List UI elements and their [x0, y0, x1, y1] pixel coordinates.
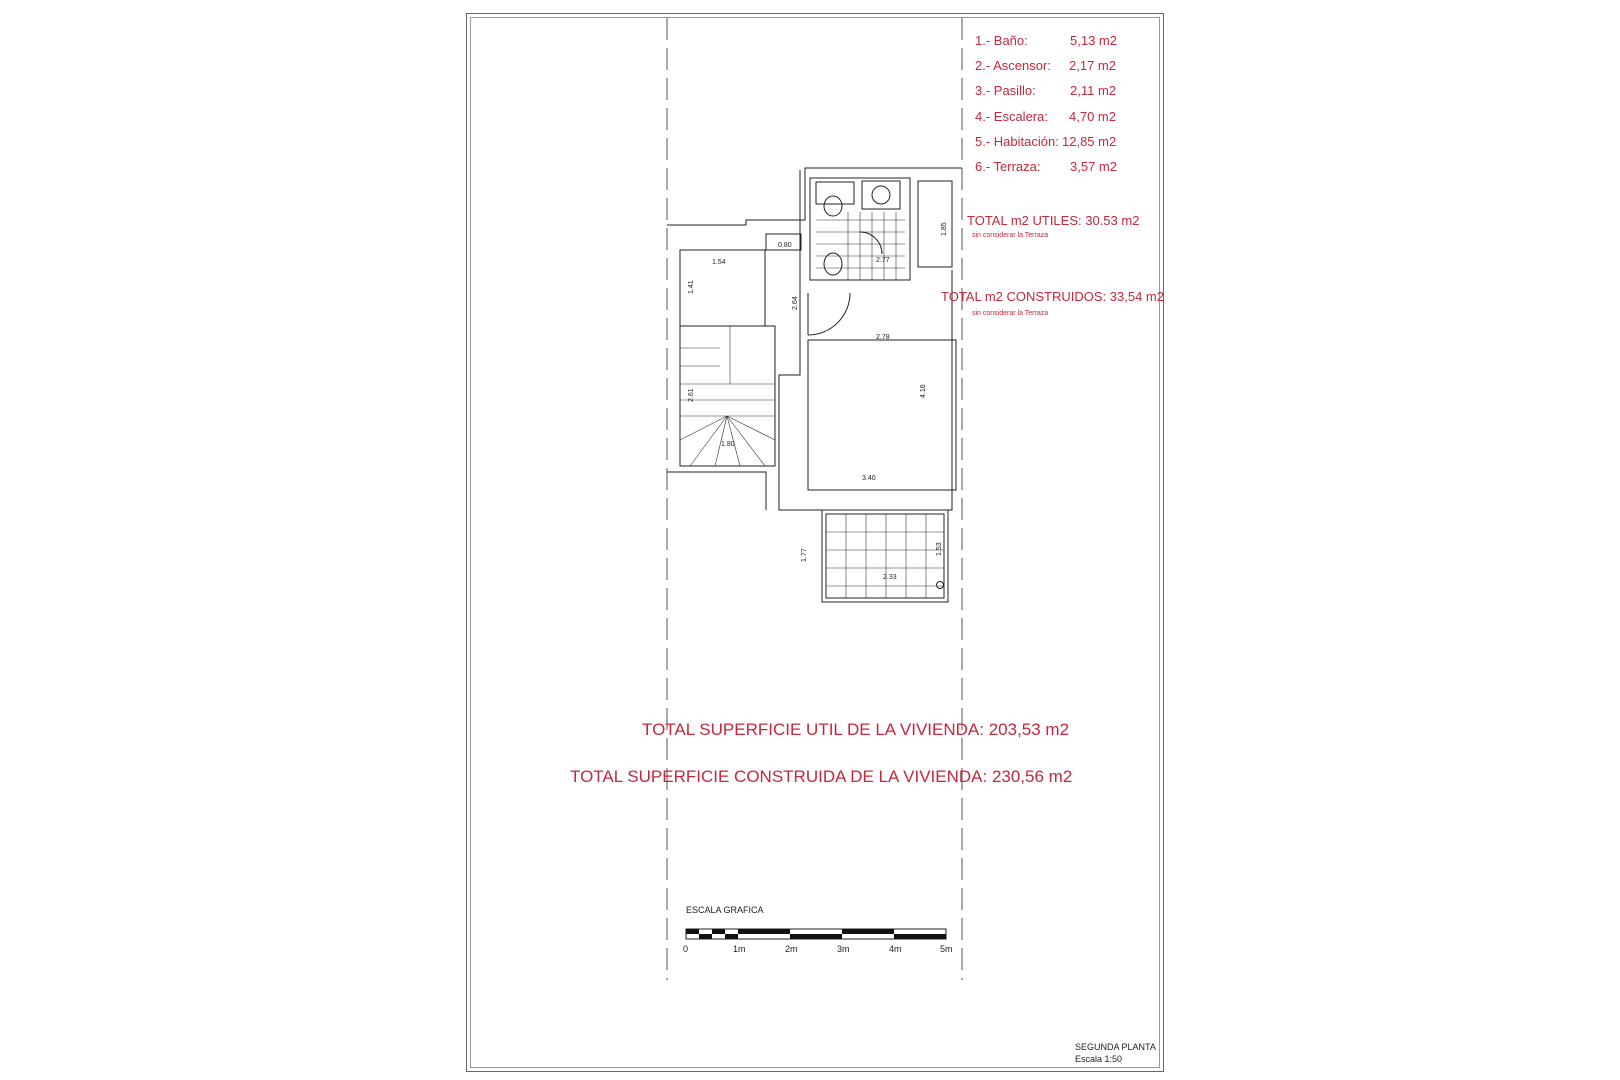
dim-label: 2.77 — [876, 257, 890, 264]
scale-tick-label: 4m — [889, 944, 902, 954]
sink-counter — [862, 181, 900, 209]
scale-tick-label: 0 — [683, 944, 689, 954]
total-superficie-construida: TOTAL SUPERFICIE CONSTRUIDA DE LA VIVIENDA: 230,56 m2 — [570, 767, 1073, 786]
legend-item: 2.- Ascensor: 2,17 m2 — [975, 58, 1116, 73]
legend-item: 3.- Pasillo: 2,11 m2 — [975, 83, 1117, 98]
dim-label: 3.40 — [862, 475, 876, 482]
graphic-scale — [683, 905, 953, 954]
plan-scale: Escala 1:50 — [1075, 1054, 1123, 1064]
legend-item: 4.- Escalera: 4,70 m2 — [975, 109, 1116, 124]
scale-tick-label: 2m — [785, 944, 798, 954]
sink-bowl — [872, 186, 890, 204]
total-construidos-note: sin considerar la Terraza — [972, 310, 1049, 317]
scale-tick-label: 1m — [733, 944, 746, 954]
scale-tick-label: 5m — [940, 944, 953, 954]
dim-label: 0.80 — [778, 242, 792, 249]
dimension-labels — [688, 222, 948, 581]
walls — [667, 168, 962, 602]
boundary-lines — [667, 18, 962, 980]
washbasin — [816, 182, 854, 204]
plan-title-block — [1075, 1041, 1156, 1065]
plan-title: SEGUNDA PLANTA — [1075, 1042, 1156, 1052]
dim-label: 2.64 — [792, 296, 799, 310]
bedroom — [808, 340, 956, 490]
dim-label: 1.85 — [941, 222, 948, 236]
dim-label: 1.54 — [712, 259, 726, 266]
dim-label: 1.77 — [801, 548, 808, 562]
terrace — [822, 510, 948, 602]
legend-item: 1.- Baño: 5,13 m2 — [975, 33, 1117, 48]
toilet — [824, 196, 842, 216]
scale-tick-label: 3m — [837, 944, 850, 954]
scale-title: ESCALA GRAFICA — [686, 905, 764, 915]
terrace-drain — [937, 582, 944, 589]
total-construidos: TOTAL m2 CONSTRUIDOS: 33,54 m2 — [941, 289, 1164, 304]
dim-label: 1.41 — [688, 280, 695, 294]
legend-item: 5.- Habitación: 12,85 m2 — [975, 134, 1117, 149]
bathroom-door-swing — [860, 232, 882, 254]
total-superficie-util: TOTAL SUPERFICIE UTIL DE LA VIVIENDA: 203,53 m2 — [642, 720, 1070, 739]
dim-label: 2.33 — [883, 574, 897, 581]
dim-label: 1.80 — [721, 441, 735, 448]
dim-label: 1.53 — [936, 542, 943, 556]
dim-label: 4.16 — [920, 384, 927, 398]
dim-label: 2.78 — [876, 334, 890, 341]
total-utiles-note: sin considerar la Terraza — [972, 232, 1049, 239]
dim-label: 2.61 — [688, 388, 695, 402]
total-utiles: TOTAL m2 UTILES: 30.53 m2 — [967, 213, 1140, 228]
bedroom-door-swing — [808, 293, 850, 335]
legend-item: 6.- Terraza: 3,57 m2 — [975, 159, 1117, 174]
stair-south-wall — [667, 472, 766, 510]
